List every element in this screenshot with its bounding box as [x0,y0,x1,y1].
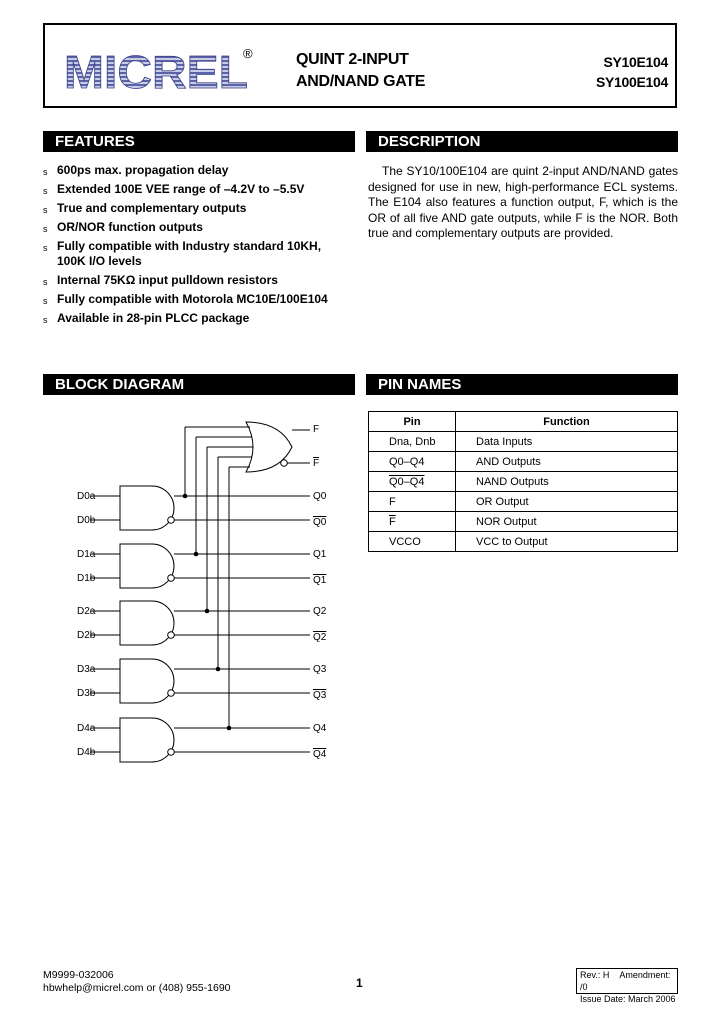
feature-item [43,201,355,216]
doc-number: M9999-032006 [43,969,114,981]
bullet-icon: s [43,315,48,325]
d0a-label: D0a [77,491,96,502]
q2-label: Q2 [313,606,327,617]
d0b-label: D0b [77,515,96,526]
feature-text: Extended 100E VEE range of –4.2V to –5.5V [57,182,305,196]
pin-names-table [368,411,678,552]
bullet-icon: s [43,167,48,177]
pin-cell: F [369,492,456,512]
title-line1: QUINT 2-INPUT [296,51,409,68]
bullet-icon: s [43,224,48,234]
logo-text: MICREL [64,46,248,94]
micrel-logo-graphic [62,40,252,94]
feature-item [43,273,355,288]
q4-label: Q4 [313,723,327,734]
revision-line [580,969,677,993]
title-line2: AND/NAND GATE [296,73,426,90]
revision-box [576,968,678,1004]
function-cell: NAND Outputs [456,472,678,492]
q1-label: Q1 [313,549,327,560]
and-gate-2 [90,601,310,645]
d2b-label: D2b [77,630,96,641]
amendment-label: Amendment: /0 [580,970,671,992]
q3bar-label: Q3 [313,690,327,701]
d3a-label: D3a [77,664,96,675]
feature-item [43,182,355,197]
f-label: F [313,424,320,435]
bullet-icon: s [43,296,48,306]
d1a-label: D1a [77,549,96,560]
feature-text: Fully compatible with Motorola MC10E/100E104 [57,292,328,306]
feature-text: Available in 28-pin PLCC package [57,311,250,325]
bullet-icon: s [43,277,48,287]
and-gate-0 [90,486,310,530]
description-heading: DESCRIPTION [366,131,678,152]
pin-names-heading: PIN NAMES [366,374,678,395]
part-number-10: SY10E104 [603,54,668,70]
pin-cell: Dna, Dnb [369,432,456,452]
page-number: 1 [356,976,363,990]
q1bar-label: Q1 [313,575,327,586]
block-diagram-heading: BLOCK DIAGRAM [43,374,355,395]
table-row [369,472,678,492]
features-heading: FEATURES [43,131,355,152]
rev-label: Rev.: H [580,970,610,980]
q0bar-label: Q0 [313,517,327,528]
table-row [369,452,678,472]
micrel-logo [62,40,252,94]
bullet-icon: s [43,205,48,215]
fbar-label: F [313,458,320,469]
feature-item [43,239,327,269]
function-cell: VCC to Output [456,532,678,552]
q2bar-label: Q2 [313,632,327,643]
feature-item [43,220,355,235]
q4bar-label: Q4 [313,749,327,760]
feature-text: True and complementary outputs [57,201,247,215]
feature-item [43,292,355,307]
d2a-label: D2a [77,606,96,617]
features-list [43,163,355,330]
feature-item [43,311,355,326]
pin-cell: Q0–Q4 [369,452,456,472]
bullet-icon: s [43,186,48,196]
table-row [369,512,678,532]
function-cell: Data Inputs [456,432,678,452]
pin-cell: Q0–Q4 [369,472,456,492]
registered-mark: ® [243,46,253,61]
d4b-label: D4b [77,747,96,758]
and-gate-3 [90,659,310,703]
and-gate-4 [90,718,310,762]
feature-item [43,163,355,178]
feature-text: 600ps max. propagation delay [57,163,229,177]
table-row [369,532,678,552]
pin-cell: VCCO [369,532,456,552]
function-cell: NOR Output [456,512,678,532]
description-text: The SY10/100E104 are quint 2-input AND/NAND gates designed for use in new, high-performance ECL systems. The E104 also features a function output, F, which is the OR of all five AND gate outputs, while F is the NOR. Both true and complementary outputs are provided. [368,164,678,240]
feature-text: OR/NOR function outputs [57,220,203,234]
d1b-label: D1b [77,573,96,584]
table-header-row [369,412,678,432]
issue-date: Issue Date: March 2006 [580,994,676,1004]
contact-info[interactable]: hbwhelp@micrel.com or (408) 955-1690 [43,982,231,994]
table-row [369,432,678,452]
part-number-100: SY100E104 [595,74,668,90]
block-diagram [70,410,350,770]
function-cell: OR Output [456,492,678,512]
bullet-icon: s [43,243,48,253]
feature-text: Fully compatible with Industry standard 10KH, 100K I/O levels [57,239,322,268]
q3-label: Q3 [313,664,327,675]
and-gate-1 [90,544,310,588]
q0-label: Q0 [313,491,327,502]
pin-names-table-wrap [368,411,678,552]
feature-text: Internal 75KΩ input pulldown resistors [57,273,278,287]
d4a-label: D4a [77,723,96,734]
table-row [369,492,678,512]
col-function-header: Function [456,412,678,432]
pin-cell: $\overline{F}$ [369,512,456,532]
d3b-label: D3b [77,688,96,699]
col-pin-header: Pin [369,412,456,432]
function-cell: AND Outputs [456,452,678,472]
